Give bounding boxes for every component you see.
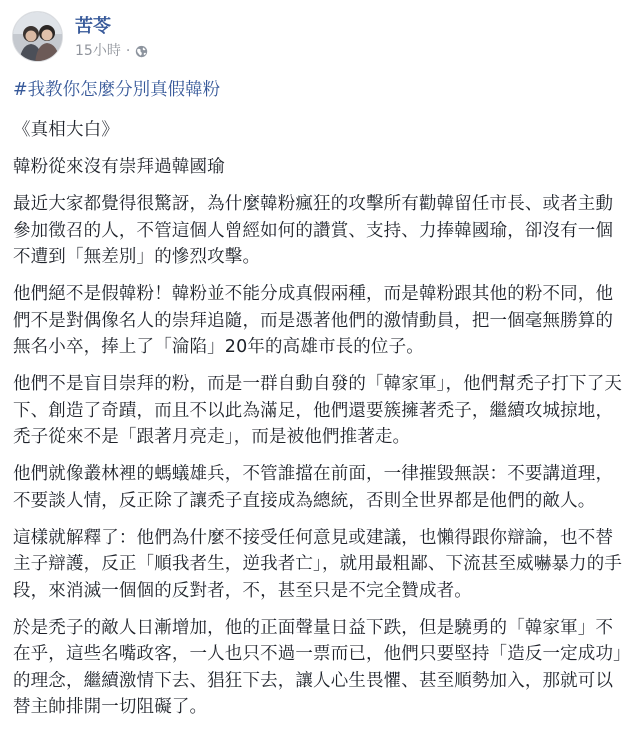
post-paragraph: 於是禿子的敵人日漸增加，他的正面聲量日益下跌，但是驍勇的「韓家軍」不在乎，這些名嘴政客，一人也只不過一票而已，他們只要堅持「造反一定成功」的理念，繼續激情下去、猖狂下去，讓人心生畏懼、甚至順勢加入，那就可以替主帥排開一切阻礙了。	[13, 617, 622, 717]
post-paragraph: 他們不是盲目崇拜的粉，而是一群自動自發的「韓家軍」，他們幫禿子打下了天下、創造了奇蹟，而且不以此為滿足，他們還要簇擁著禿子，繼續攻城掠地，禿子從來不是「跟著月亮走」，而是被他們推著走。	[13, 374, 622, 447]
post-paragraph: 他們絕不是假韓粉！韓粉並不能分成真假兩種，而是韓粉跟其他的粉不同，他們不是對偶像名人的崇拜追隨，而是憑著他們的激情動員，把一個毫無勝算的無名小卒，捧上了「淪陷」20年的高雄市長的位子。	[13, 284, 614, 357]
author-name[interactable]: 苦苓	[75, 16, 111, 37]
meta-separator: ·	[125, 43, 131, 59]
post-hashtag-link[interactable]: #我教你怎麼分別真假韓粉	[13, 80, 221, 100]
post-body	[13, 77, 628, 731]
post-paragraph-title: 《真相大白》	[13, 120, 119, 140]
globe-icon[interactable]	[135, 45, 148, 58]
post-header	[12, 11, 612, 65]
avatar-photo-icon	[13, 12, 63, 62]
post-paragraph: 這樣就解釋了：他們為什麼不接受任何意見或建議，也懶得跟你辯論，也不替主子辯護，反正「順我者生，逆我者亡」，就用最粗鄙、下流甚至威嚇暴力的手段，來消滅一個個的反對者，不，甚至只是不完全贊成者。	[13, 527, 622, 601]
post-meta	[75, 42, 148, 60]
post-paragraph-subtitle: 韓粉從來沒有崇拜過韓國瑜	[13, 157, 225, 177]
author-avatar[interactable]	[12, 11, 63, 62]
post-timestamp[interactable]: 15小時	[75, 43, 121, 59]
post-paragraph: 最近大家都覺得很驚訝，為什麼韓粉瘋狂的攻擊所有勸韓留任市長、或者主動參加徵召的人，不管這個人曾經如何的讚賞、支持、力捧韓國瑜，卻沒有一個不遭到「無差別」的慘烈攻擊。	[13, 194, 614, 267]
post-paragraph: 他們就像叢林裡的螞蟻雄兵，不管誰擋在前面，一律摧毀無誤：不要講道理，不要談人情，反正除了讓禿子直接成為總統，否則全世界都是他們的敵人。	[13, 464, 614, 511]
